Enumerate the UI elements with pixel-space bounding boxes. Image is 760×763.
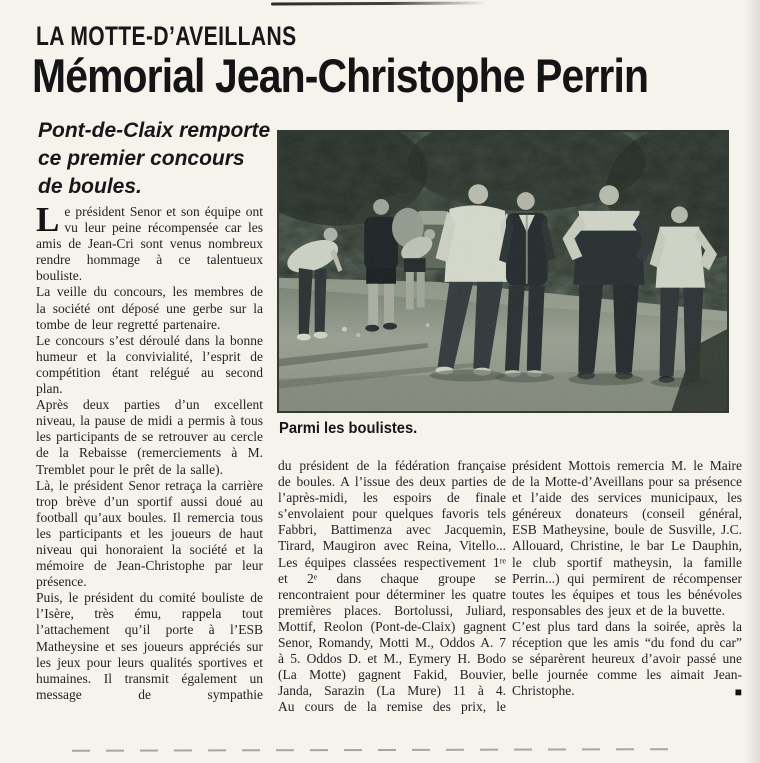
boules-photo-illustration: [279, 132, 727, 411]
photo-caption: Parmi les boulistes.: [279, 420, 418, 437]
article-paragraph: La veille du concours, les membres de la société ont déposé une gerbe sur la tombe de leur regretté partenaire.: [36, 284, 263, 332]
paragraph-text: C’est plus tard dans la soirée, après la réception que les amis “du fond du car” se séparèrent heureux d’avoir passé une belle journée comme les aimait Jean-Christophe.: [512, 618, 742, 699]
scan-artifact-line-bottom: [72, 748, 672, 752]
article-paragraph: Là, le président Senor retraça la carrière trop brève d’un sportif aussi doué au football qu’aux boules. Il remercia tous les participants et les joueurs de haut niveau qui honoraient la société et la mémoire de Jean-Christophe par leur présence.: [36, 477, 263, 590]
article-column-left: [36, 200, 263, 703]
article-column-right: [512, 458, 742, 699]
article-headline: Mémorial Jean-Christophe Perrin: [32, 49, 649, 102]
article-paragraph: [512, 619, 742, 699]
article-paragraph: président Mottois remercia M. le Maire de la Motte-d’Aveillans pour sa présence et l’aide des services municipaux, les généreux donateurs (conseil général, ESB Matheysine, boule de Susville, J.C. Allouard, Christine, le bar Le Dauphin, le club sportif matheysin, la famille Perrin...) qui permirent de récompenser toutes les équipes et tous les bénévoles responsables des jeux et de la buvette.: [512, 458, 742, 618]
article-paragraph: Après deux parties d’un excellent niveau, la pause de midi a permis à tous les participants de se retrouver au cercle de la Rebaisse (remerciements à M. Tremblet pour le prêt de la salle).: [36, 397, 263, 477]
end-of-article-marker: ■: [734, 685, 742, 700]
article-paragraph: Puis, le président du comité bouliste de l’Isère, très ému, rappela tout l’attachement qu’il porte à l’ESB Matheysine et ses joueurs appréciés sur les jeux pour leurs qualités sportives et humaines. Il transmit également un message de sympathie: [36, 590, 263, 702]
drop-cap: L: [36, 200, 60, 239]
article-photo: [277, 130, 729, 413]
section-kicker: LA MOTTE-D’AVEILLANS: [36, 21, 297, 51]
article-standfirst: Pont-de-Claix remporte ce premier concours de boules.: [38, 119, 271, 198]
article-paragraph: du président de la fédération française de boules. A l’issue des deux parties de l’après-midi, les espoirs de finale s’envolaient pour quelques favoris tels Fabbri, Battimenza avec Jacquemin, Tirard, Maugiron avec Reina, Vitello... Les équipes classées respectivement 1ʳᵉ et 2ᵉ dans chaque groupe se rencontraient pour déterminer les quatre premières places. Bortolussi, Juliard, Mottif, Reolon (Pont-de-Claix) gagnent Senor, Romandy, Motti M., Oddos A. 7 à 5. Oddos D. et M., Eymery H. Bodo (La Motte) gagnent Fakid, Bouvier, Janda, Sarazin (La Mure) 11 à 4.: [278, 458, 506, 699]
paragraph-text: e président Senor et son équipe ont vu leur peine récompensée car les amis de Jean-Cri sont venus nombreux rendre hommage à ce talentueux bouliste.: [36, 204, 263, 284]
article-paragraph: Au cours de la remise des prix, le: [278, 699, 506, 715]
scan-artifact-line-top: [271, 1, 487, 5]
article-paragraph: Le concours s’est déroulé dans la bonne humeur et la convivialité, l’esprit de compétition étant relégué au second plan.: [36, 332, 263, 397]
scan-edge-shade: [744, 0, 760, 763]
article-column-middle: [278, 458, 506, 716]
article-paragraph: [36, 200, 263, 284]
